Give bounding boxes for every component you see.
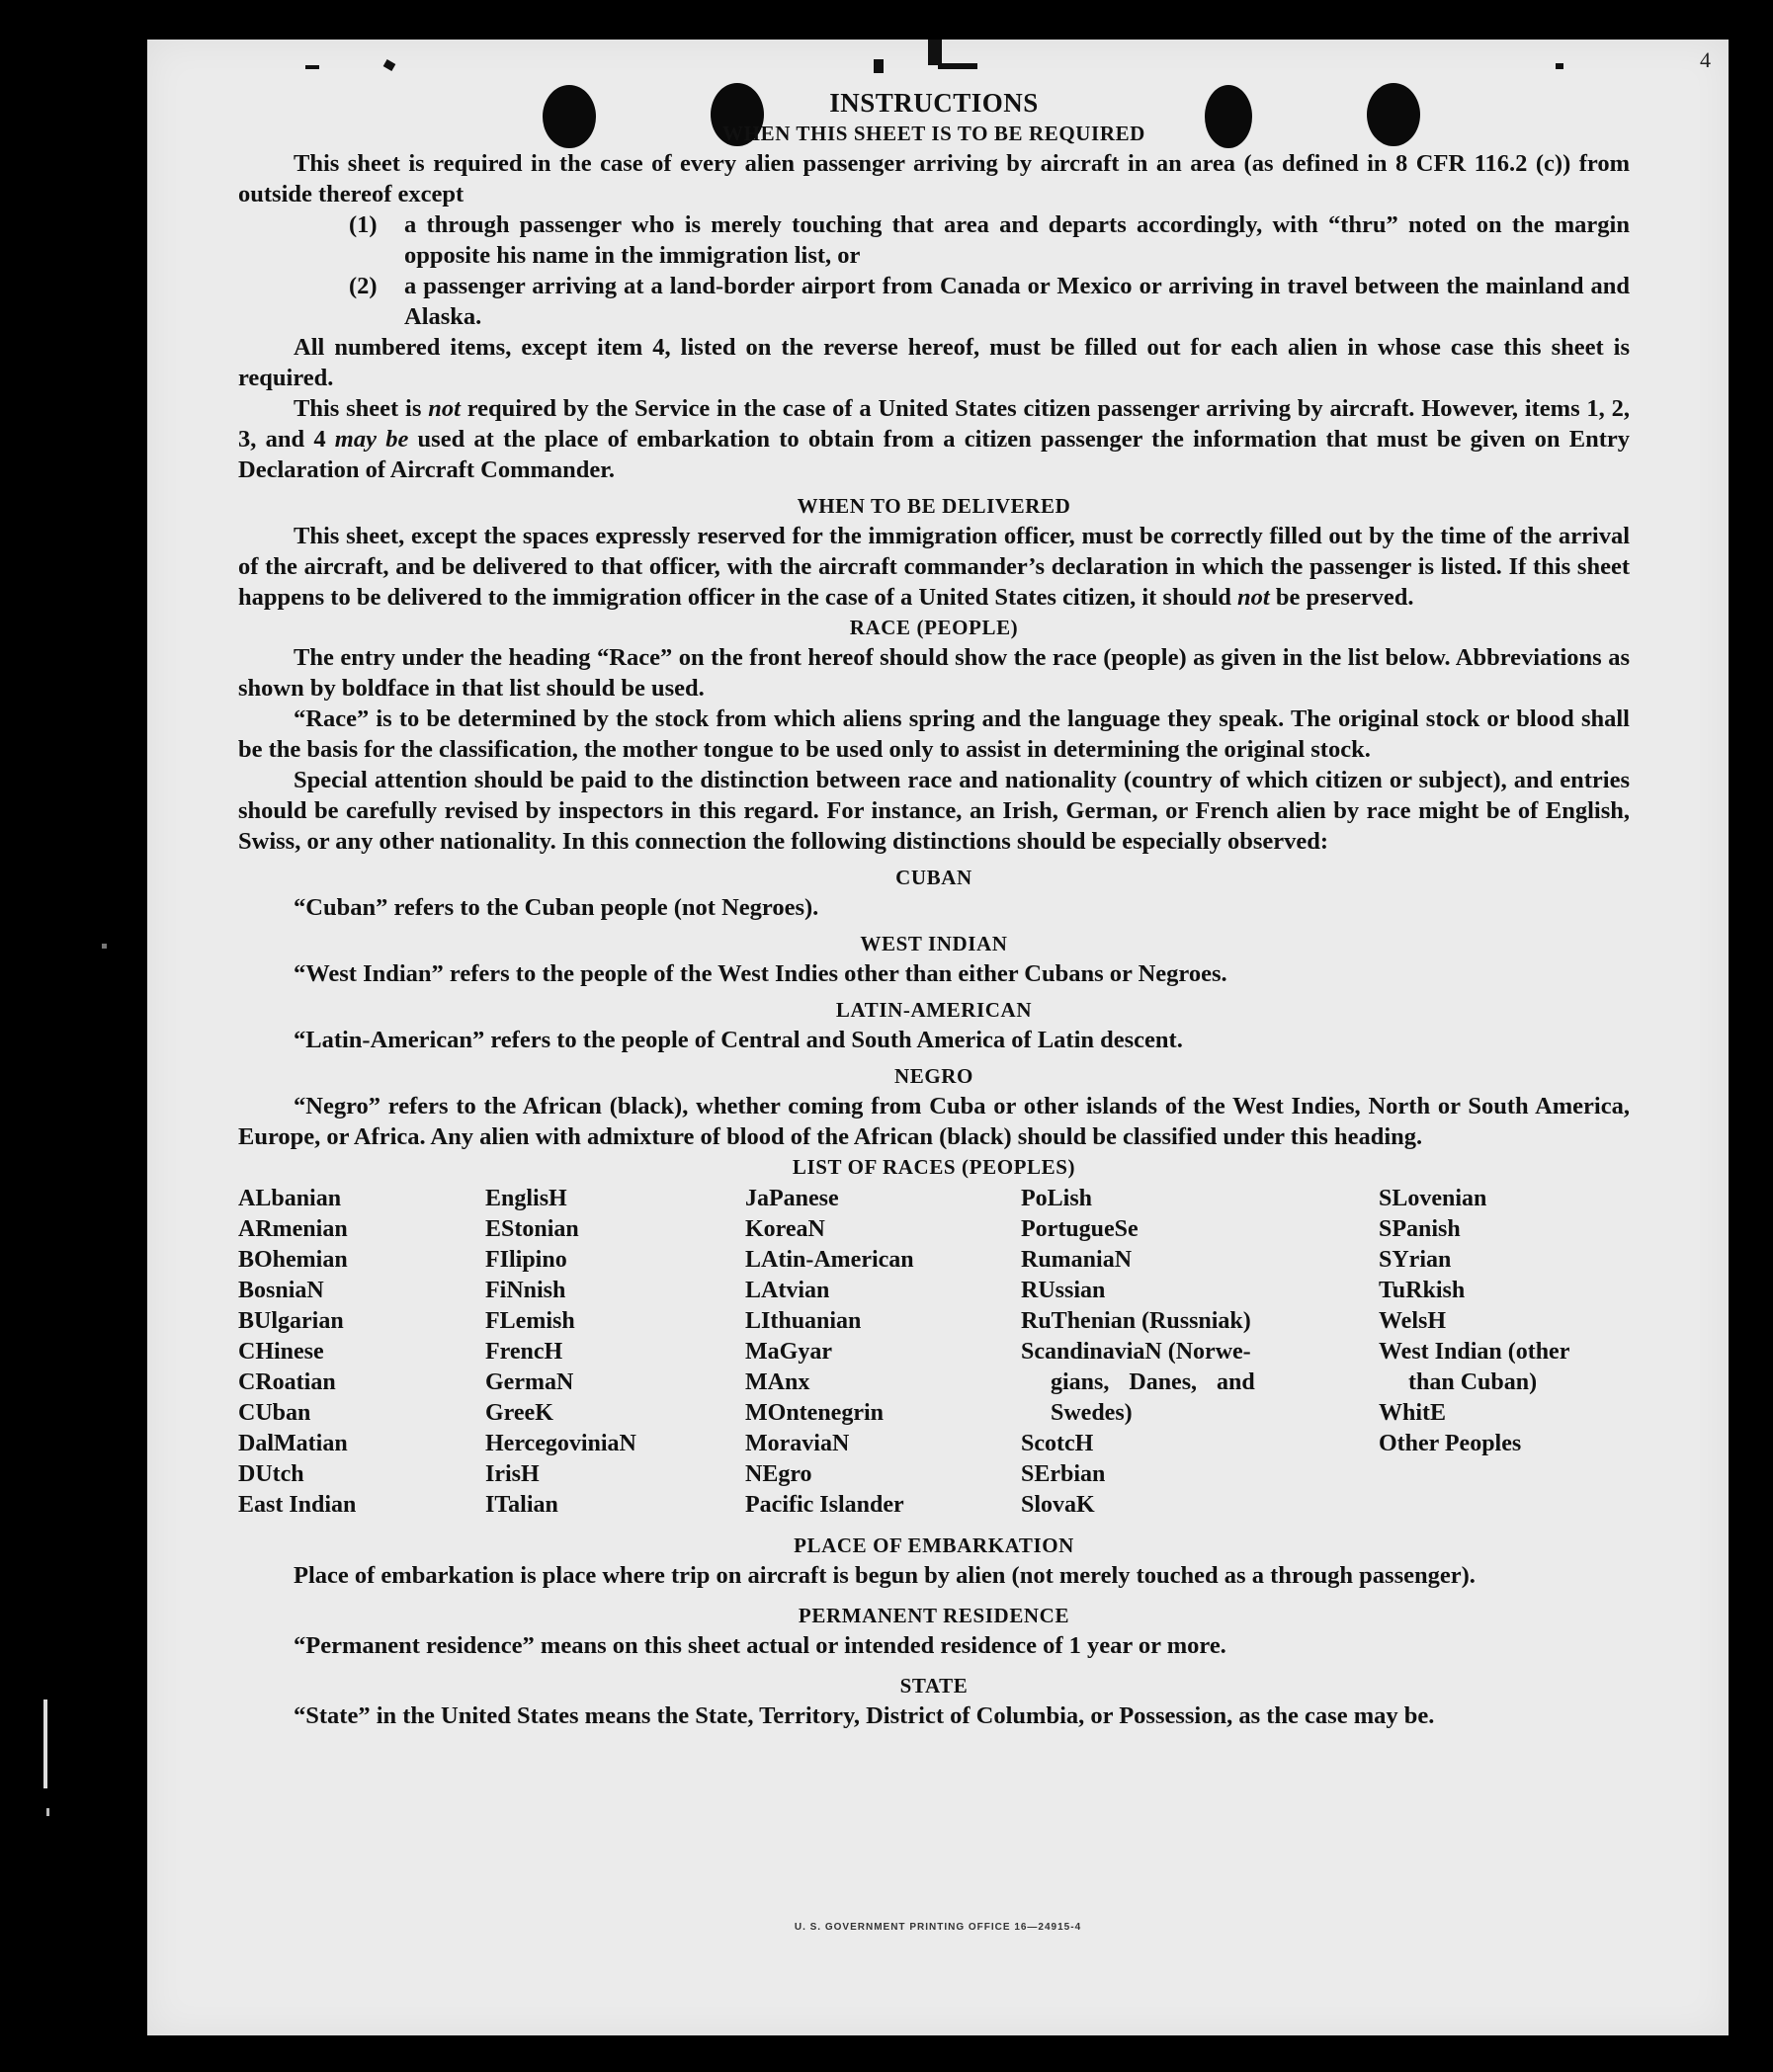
scan-mark [46,1808,49,1816]
printer-imprint: U. S. GOVERNMENT PRINTING OFFICE 16—24915-4 [794,1922,1082,1933]
race-entry: RumaniaN [1021,1247,1133,1273]
scan-mark [383,59,396,71]
race-entry: MoraviaN [745,1431,850,1456]
race-entry-continued: than Cuban) [1408,1369,1538,1395]
race-entry: MaGyar [745,1339,832,1365]
exception-item-2 [349,271,1630,332]
section-heading-list-of-races: LIST OF RACES (PEOPLES) [792,1155,1076,1179]
race-entry: ScotcH [1021,1431,1094,1456]
race-entry: EnglisH [485,1186,567,1211]
race-entry: BosniaN [238,1278,324,1303]
page-corner-number: 4 [1700,47,1711,72]
race-column-3 [745,1184,1021,1521]
section-heading-state: STATE [899,1674,969,1698]
race-entry: MOntenegrin [745,1400,884,1426]
document-page [147,40,1729,2035]
scan-mark [305,65,319,69]
race-entry: RuThenian (Russniak) [1021,1308,1251,1334]
race-entry: LIthuanian [745,1308,862,1334]
paragraph-cuban: “Cuban” refers to the Cuban people (not Negroes). [294,894,819,921]
race-entry: CUban [238,1400,311,1426]
paragraph-embarkation: Place of embarkation is place where trip on aircraft is begun by alien (not merely touched as a through passenger). [294,1562,1476,1589]
paragraph-delivery: This sheet, except the spaces expressly reserved for the immigration officer, must be correctly filled out by the time of the arrival of the aircraft, and be delivered to that officer, with the aircraft commander’s declaration in which the passenger is listed. If this sheet happens to be delivered to the immigration officer in the case of a United States citizen, it should not be preserved. [238,523,1630,611]
scan-mark [1556,63,1563,69]
race-entry: RUssian [1021,1278,1106,1303]
scan-mark [938,63,977,69]
race-entry: FrencH [485,1339,563,1365]
race-entry: SYrian [1379,1247,1452,1273]
paragraph-permanent-residence: “Permanent residence” means on this sheet actual or intended residence of 1 year or more. [294,1632,1226,1659]
paragraph-citizen-passenger: This sheet is not required by the Service in the case of a United States citizen passenger arriving by aircraft. However, items 1, 2, 3, and 4 may be used at the place of embarkation to obtain from a citizen passenger the information that must be given on Entry Declaration of Aircraft Commander. [238,395,1631,483]
item-text: a through passenger who is merely touching that area and departs accordingly, with “thru” noted on the margin opposite his name in the immigration list, or [404,211,1630,269]
section-heading-when-delivered: WHEN TO BE DELIVERED [797,494,1071,518]
race-entry: SPanish [1379,1216,1461,1242]
race-entry: FLemish [485,1308,575,1334]
section-heading-cuban: CUBAN [895,866,972,889]
scan-mark [928,40,942,65]
race-entry: SLovenian [1379,1186,1487,1211]
race-entry: HercegoviniaN [485,1431,636,1456]
instructions-body [238,87,1630,1731]
scan-mark [102,944,107,949]
race-entry: CRoatian [238,1369,336,1395]
race-entry: WelsH [1379,1308,1447,1334]
scan-mark [43,1699,47,1788]
race-entry: DalMatian [238,1431,348,1456]
race-entry: GermaN [485,1369,574,1395]
race-entry: West Indian (other [1379,1339,1570,1365]
race-entry: IrisH [485,1461,540,1487]
paragraph-required-scope: This sheet is required in the case of every alien passenger arriving by aircraft in an area (as defined in 8 CFR 116.2 (c)) from outside thereof except [238,150,1630,207]
race-list [238,1184,1630,1521]
item-text: a passenger arriving at a land-border airport from Canada or Mexico or arriving in travel between the mainland and Alaska. [404,273,1630,330]
race-entry: BOhemian [238,1247,348,1273]
section-heading-when-required: WHEN THIS SHEET IS TO BE REQUIRED [722,122,1145,145]
race-entry-continued: gians, Danes, and [1051,1369,1255,1395]
race-entry: ITalian [485,1492,558,1518]
race-entry: PortugueSe [1021,1216,1139,1242]
race-entry: TuRkish [1379,1278,1466,1303]
paragraph-west-indian: “West Indian” refers to the people of the West Indies other than either Cubans or Negroes. [294,960,1227,987]
race-entry: East Indian [238,1492,357,1518]
race-column-1 [238,1184,485,1521]
paragraph-state: “State” in the United States means the State, Territory, District of Columbia, or Possession, as the case may be. [294,1702,1435,1729]
race-entry: ARmenian [238,1216,348,1242]
section-heading-embarkation: PLACE OF EMBARKATION [794,1533,1074,1557]
race-entry: BUlgarian [238,1308,344,1334]
race-entry: JaPanese [745,1186,839,1211]
paragraph-race-nationality: Special attention should be paid to the distinction between race and nationality (country of which citizen or subject), and entries should be carefully revised by inspectors in this regard. For instance, an Irish, German, or French alien by race might be of English, Swiss, or any other nationality. In this connection the following distinctions should be especially observed: [238,767,1630,855]
race-entry-continued: Swedes) [1051,1400,1133,1426]
race-entry: SErbian [1021,1461,1106,1487]
race-entry: FiNnish [485,1278,566,1303]
race-entry: WhitE [1379,1400,1447,1426]
item-number: (2) [349,273,378,299]
paragraph-negro: “Negro” refers to the African (black), whether coming from Cuba or other islands of the West Indies, North or South America, Europe, or Africa. Any alien with admixture of blood of the African (black) should be classified under this heading. [238,1093,1630,1150]
race-column-5 [1379,1184,1630,1521]
race-entry: Other Peoples [1379,1431,1522,1456]
paragraph-latin-american: “Latin-American” refers to the people of Central and South America of Latin descent. [294,1027,1183,1053]
paragraph-numbered-items: All numbered items, except item 4, listed on the reverse hereof, must be filled out for each alien in whose case this sheet is required. [238,334,1630,391]
race-entry: SlovaK [1021,1492,1095,1518]
item-number: (1) [349,211,378,238]
section-heading-permanent-residence: PERMANENT RESIDENCE [798,1604,1070,1627]
paragraph-race-definition: “Race” is to be determined by the stock from which aliens spring and the language they speak. The original stock or blood shall be the basis for the classification, the mother tongue to be used only to assist in determining the original stock. [238,705,1630,763]
race-column-2 [485,1184,745,1521]
page-title: INSTRUCTIONS [829,88,1039,118]
paragraph-race-entry: The entry under the heading “Race” on the front hereof should show the race (people) as given in the list below. Abbreviations as shown by boldface in that list should be used. [238,644,1630,702]
race-column-4 [1021,1184,1379,1521]
race-entry: LAtvian [745,1278,830,1303]
race-entry: CHinese [238,1339,324,1365]
race-entry: Pacific Islander [745,1492,904,1518]
race-entry: DUtch [238,1461,304,1487]
race-entry: MAnx [745,1369,810,1395]
race-entry: GreeK [485,1400,553,1426]
section-heading-west-indian: WEST INDIAN [860,932,1008,955]
section-heading-latin-american: LATIN-AMERICAN [835,998,1033,1022]
race-entry: KoreaN [745,1216,825,1242]
race-entry: PoLish [1021,1186,1093,1211]
race-entry: FIlipino [485,1247,567,1273]
section-heading-negro: NEGRO [893,1064,973,1088]
section-heading-race: RACE (PEOPLE) [849,616,1019,639]
race-entry: ScandinaviaN (Norwe- [1021,1339,1251,1365]
race-entry: NEgro [745,1461,812,1487]
race-entry: LAtin-American [745,1247,914,1273]
race-entry: ALbanian [238,1186,342,1211]
exception-item-1 [349,209,1630,271]
scan-mark [874,59,884,73]
race-entry: EStonian [485,1216,579,1242]
